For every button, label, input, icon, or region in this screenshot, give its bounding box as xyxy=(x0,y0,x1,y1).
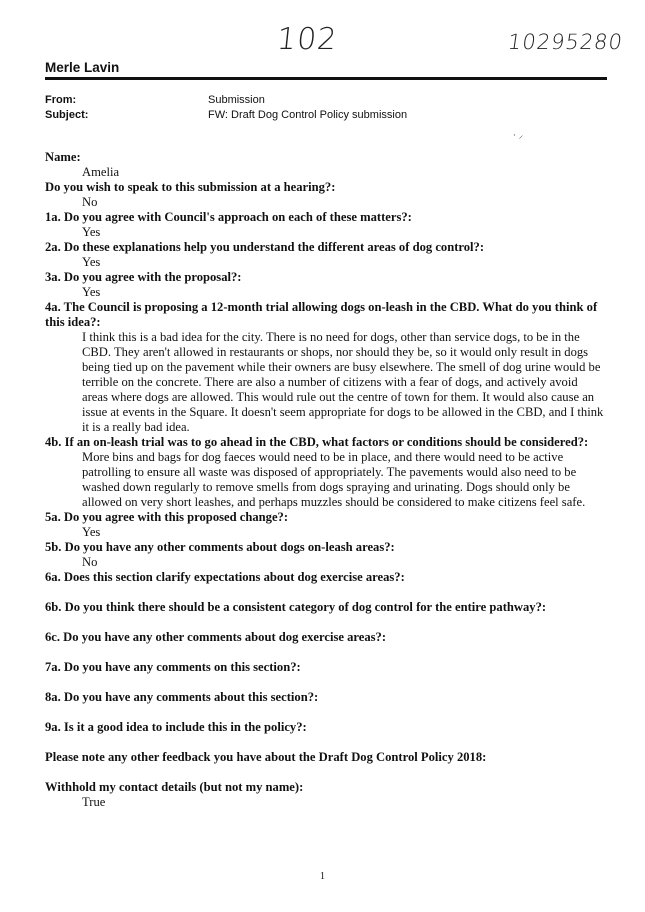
answer-5a: Yes xyxy=(82,525,101,539)
handwritten-note-left: 102 xyxy=(275,22,340,57)
question-4a: 4a. The Council is proposing a 12-month trial allowing dogs on-leash in the CBD. What do you think of this idea?: xyxy=(45,300,598,329)
answer-5b: No xyxy=(82,555,98,569)
handwritten-note-right: 10295280 xyxy=(506,30,625,54)
submission-body xyxy=(45,150,605,810)
from-value: Submission xyxy=(208,94,265,106)
scan-speck: · ⸝ xyxy=(513,131,524,141)
from-label: From: xyxy=(45,94,77,106)
question-9a: 9a. Is it a good idea to include this in the policy?: xyxy=(45,720,307,734)
answer-1a: Yes xyxy=(82,225,101,239)
subject-label: Subject: xyxy=(45,109,89,121)
question-8a: 8a. Do you have any comments about this section?: xyxy=(45,690,319,704)
blank-answer xyxy=(45,675,605,690)
sender-name: Merle Lavin xyxy=(45,60,120,75)
question-6b: 6b. Do you think there should be a consistent category of dog control for the entire pathway?: xyxy=(45,600,547,614)
blank-answer xyxy=(45,765,605,780)
question-hearing: Do you wish to speak to this submission at a hearing?: xyxy=(45,180,336,194)
question-1a: 1a. Do you agree with Council's approach on each of these matters?: xyxy=(45,210,412,224)
page-number: 1 xyxy=(320,871,325,882)
question-2a: 2a. Do these explanations help you understand the different areas of dog control?: xyxy=(45,240,485,254)
question-other-feedback: Please note any other feedback you have about the Draft Dog Control Policy 2018: xyxy=(45,750,487,764)
header-divider xyxy=(45,77,607,80)
blank-answer xyxy=(45,735,605,750)
question-3a: 3a. Do you agree with the proposal?: xyxy=(45,270,242,284)
question-6a: 6a. Does this section clarify expectations about dog exercise areas?: xyxy=(45,570,405,584)
blank-answer xyxy=(45,705,605,720)
answer-hearing: No xyxy=(82,195,98,209)
answer-2a: Yes xyxy=(82,255,101,269)
blank-answer xyxy=(45,645,605,660)
answer-3a: Yes xyxy=(82,285,101,299)
blank-answer xyxy=(45,585,605,600)
answer-4b: More bins and bags for dog faeces would need to be in place, and there would need to be active patrolling to ensure all waste was disposed of appropriately. The pavements would also need to be washed down regularly to remove smells from dogs spraying and urinating. Dogs should only be allowed on very short leashes, and perhaps muzzles should be considered to make citizens feel safe. xyxy=(82,450,586,509)
blank-answer xyxy=(45,615,605,630)
answer-name: Amelia xyxy=(82,165,120,179)
subject-value: FW: Draft Dog Control Policy submission xyxy=(208,109,408,121)
question-5b: 5b. Do you have any other comments about dogs on-leash areas?: xyxy=(45,540,395,554)
question-4b: 4b. If an on-leash trial was to go ahead in the CBD, what factors or conditions should be considered?: xyxy=(45,435,589,449)
question-7a: 7a. Do you have any comments on this section?: xyxy=(45,660,301,674)
question-withhold-details: Withhold my contact details (but not my name): xyxy=(45,780,304,794)
question-5a: 5a. Do you agree with this proposed change?: xyxy=(45,510,289,524)
question-name: Name: xyxy=(45,150,81,164)
answer-4a: I think this is a bad idea for the city. There is no need for dogs, other than service dogs, to be in the CBD. They aren't allowed in restaurants or shops, nor should they be, so it would only result in dogs being tied up on the pavement while their owners are busy elsewhere. The smell of dog urine would be terrible on the concrete. There are also a number of citizens with a fear of dogs, and actively avoid areas where dogs are allowed. This would rule out the centre of town for them. It would also cause an issue at events in the Square. It doesn't seem appropriate for dogs to be allowed in the CBD, and I think it is a really bad idea. xyxy=(82,330,604,434)
question-6c: 6c. Do you have any other comments about dog exercise areas?: xyxy=(45,630,387,644)
answer-withhold-details: True xyxy=(82,795,106,809)
